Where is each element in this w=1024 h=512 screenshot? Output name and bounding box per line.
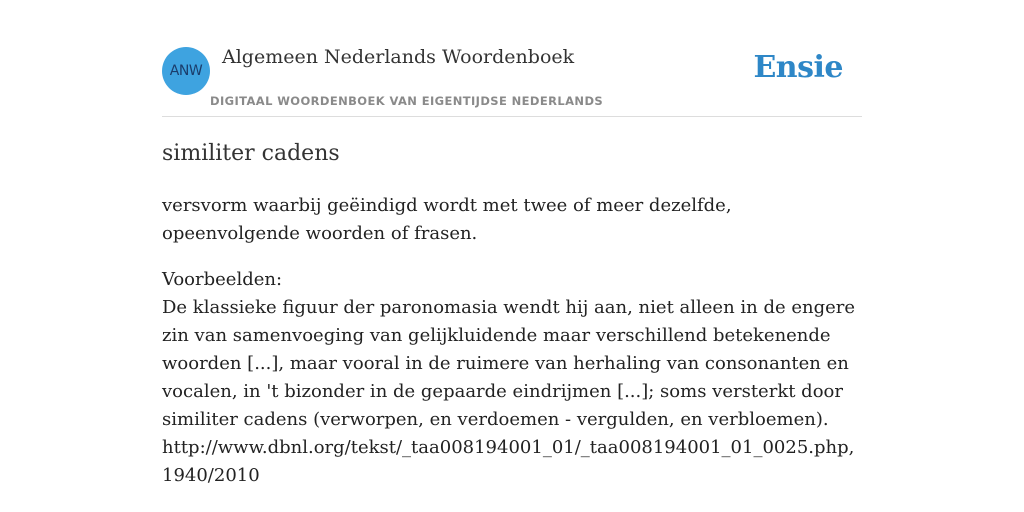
example-text: De klassieke figuur der paronomasia wendt hij aan, niet alleen in de engere zin van samenvoeging van gelijkluidende maar verschillend betekenende woorden [...], maar vooral in de ruimere van herhaling van consonanten en vocalen, in 't bizonder in de gepaarde eindrijmen [...]; soms versterkt door similiter cadens (verworpen, en verdoemen - vergulden, en verbloemen). — [162, 297, 856, 430]
logo-text: ANW — [169, 63, 203, 79]
example-source: http://www.dbnl.org/tekst/_taa008194001_01/_taa008194001_01_0025.php, 1940/2010 — [162, 437, 855, 486]
page — [162, 0, 862, 486]
entry-term: similiter cadens — [162, 141, 340, 166]
anw-logo[interactable] — [162, 47, 210, 95]
site-subtitle: DIGITAAL WOORDENBOEK VAN EIGENTIJDSE NEDERLANDS — [210, 94, 604, 108]
site-title[interactable]: Algemeen Nederlands Woordenboek — [222, 46, 575, 68]
entry-definition: versvorm waarbij geëindigd wordt met twee of meer dezelfde, opeenvolgende woorden of frasen. — [162, 195, 732, 244]
entry-examples — [162, 266, 862, 490]
ensie-brand-link[interactable]: Ensie — [753, 50, 843, 85]
header — [162, 0, 862, 117]
examples-label: Voorbeelden: — [162, 269, 283, 290]
